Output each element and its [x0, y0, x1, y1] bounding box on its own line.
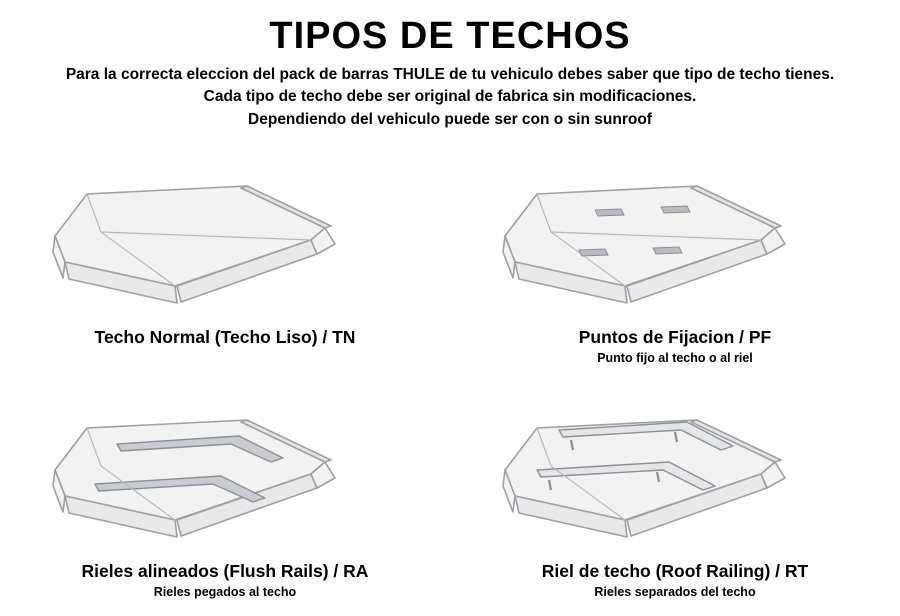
roof-type-sublabel-pf: Punto fijo al techo o al riel — [597, 351, 753, 365]
roof-type-sublabel-ra: Rieles pegados al techo — [153, 585, 297, 599]
roof-type-grid — [0, 164, 900, 616]
intro-text — [24, 64, 876, 131]
roof-type-label-rt: Riel de techo (Roof Railing) / RT — [541, 561, 809, 581]
fixpoint-marker — [595, 209, 624, 216]
roof-type-label-ra: Rieles alineados (Flush Rails) / RA — [81, 561, 369, 581]
car-roof-plain-icon — [25, 166, 425, 321]
roof-type-card-rt — [450, 390, 900, 616]
fixpoint-marker — [579, 249, 608, 256]
roof-type-label-pf: Puntos de Fijacion / PF — [578, 327, 772, 347]
page-title: TIPOS DE TECHOS — [269, 15, 631, 57]
car-roof-railing-icon — [475, 400, 875, 555]
intro-line-3: Dependiendo del vehiculo puede ser con o sin sunroof — [248, 110, 652, 128]
car-roof-flush-rails-icon — [25, 400, 425, 555]
intro-line-1: Para la correcta eleccion del pack de barras THULE de tu vehiculo debes saber que tipo de techo tienes. — [65, 65, 835, 83]
fixpoint-marker — [661, 206, 690, 213]
car-roof-fixpoints-icon — [475, 166, 875, 321]
roof-types-infographic — [0, 16, 900, 616]
roof-type-card-pf — [450, 164, 900, 390]
intro-line-2: Cada tipo de techo debe ser original de fabrica sin modificaciones. — [203, 88, 697, 106]
roof-type-sublabel-rt: Rieles separados del techo — [594, 585, 756, 599]
roof-type-label-tn: Techo Normal (Techo Liso) / TN — [94, 327, 356, 347]
roof-type-card-tn — [0, 164, 450, 390]
fixpoint-marker — [653, 247, 682, 254]
roof-type-card-ra — [0, 390, 450, 616]
